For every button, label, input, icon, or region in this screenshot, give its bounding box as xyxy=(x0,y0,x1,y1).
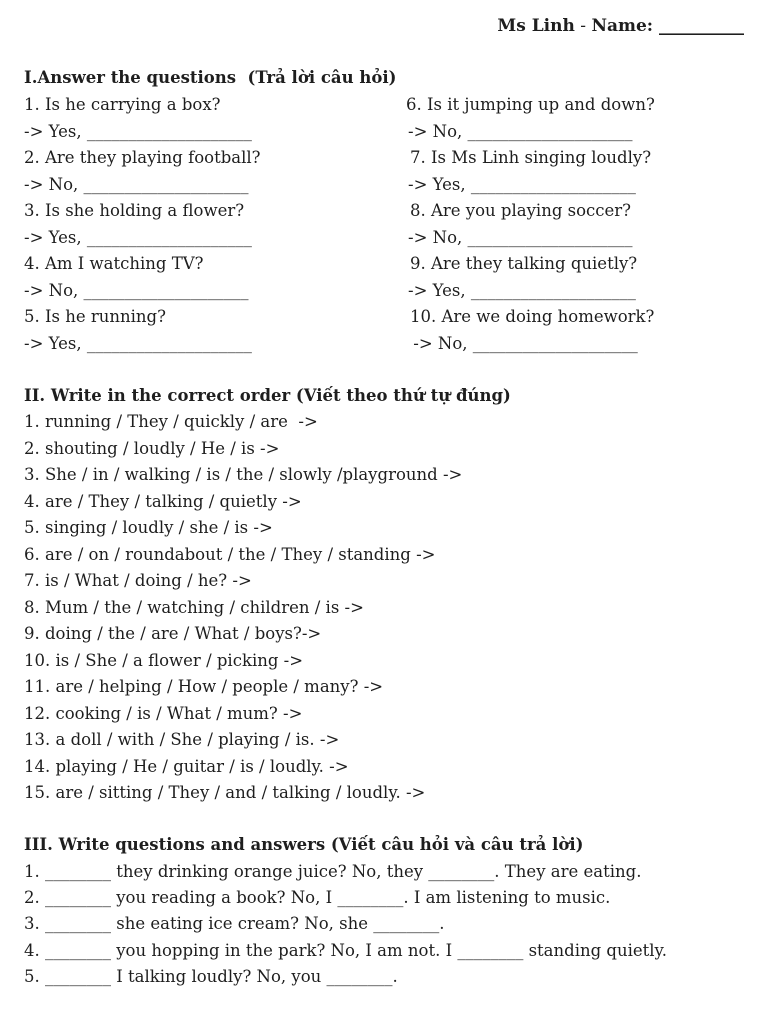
qa-item-4[interactable]: 4. ________ you hopping in the park? No, I am not. I ________ standing quietly. xyxy=(24,941,667,960)
qa-item-3[interactable]: 3. ________ she eating ice cream? No, she ________. xyxy=(24,914,445,933)
order-item-5: 5. singing / loudly / she / is -> xyxy=(24,518,273,537)
order-item-9: 9. doing / the / are / What / boys?-> xyxy=(24,624,322,643)
answer-5[interactable]: -> Yes, ____________________ xyxy=(24,334,252,353)
section-1-title: I.Answer the questions (Trả lời câu hỏi) xyxy=(24,68,397,87)
worksheet-header xyxy=(497,16,744,36)
header-separator: - xyxy=(574,16,592,36)
order-item-10: 10. is / She / a flower / picking -> xyxy=(24,651,304,670)
order-item-11: 11. are / helping / How / people / many? -> xyxy=(24,677,384,696)
answer-10[interactable]: -> No, ____________________ xyxy=(408,334,638,353)
question-8: 8. Are you playing soccer? xyxy=(410,201,632,220)
question-10: 10. Are we doing homework? xyxy=(410,307,655,326)
answer-8[interactable]: -> No, ____________________ xyxy=(408,228,633,247)
qa-item-2[interactable]: 2. ________ you reading a book? No, I ________. I am listening to music. xyxy=(24,888,611,907)
answer-4[interactable]: -> No, ____________________ xyxy=(24,281,249,300)
question-4: 4. Am I watching TV? xyxy=(24,254,204,273)
order-item-8: 8. Mum / the / watching / children / is -> xyxy=(24,598,364,617)
question-2: 2. Are they playing football? xyxy=(24,148,261,167)
order-item-12: 12. cooking / is / What / mum? -> xyxy=(24,704,303,723)
order-item-15: 15. are / sitting / They / and / talking / loudly. -> xyxy=(24,783,426,802)
answer-9[interactable]: -> Yes, ____________________ xyxy=(408,281,636,300)
answer-1[interactable]: -> Yes, ____________________ xyxy=(24,122,252,141)
student-name-field[interactable]: Name: __________ xyxy=(591,16,744,36)
order-item-3: 3. She / in / walking / is / the / slowly /playground -> xyxy=(24,465,463,484)
order-item-2: 2. shouting / loudly / He / is -> xyxy=(24,439,280,458)
question-6: 6. Is it jumping up and down? xyxy=(406,95,655,114)
section-3-title: III. Write questions and answers (Viết câu hỏi và câu trả lời) xyxy=(24,835,584,854)
question-3: 3. Is she holding a flower? xyxy=(24,201,245,220)
question-7: 7. Is Ms Linh singing loudly? xyxy=(410,148,652,167)
question-1: 1. Is he carrying a box? xyxy=(24,95,221,114)
section-2-title: II. Write in the correct order (Viết theo thứ tự đúng) xyxy=(24,386,511,405)
answer-6[interactable]: -> No, ____________________ xyxy=(408,122,633,141)
order-item-1: 1. running / They / quickly / are -> xyxy=(24,412,318,431)
order-item-6: 6. are / on / roundabout / the / They / standing -> xyxy=(24,545,436,564)
order-item-4: 4. are / They / talking / quietly -> xyxy=(24,492,302,511)
qa-item-1[interactable]: 1. ________ they drinking orange juice? No, they ________. They are eating. xyxy=(24,862,642,881)
qa-item-5[interactable]: 5. ________ I talking loudly? No, you ________. xyxy=(24,967,398,986)
answer-2[interactable]: -> No, ____________________ xyxy=(24,175,249,194)
order-item-14: 14. playing / He / guitar / is / loudly. -> xyxy=(24,757,349,776)
order-item-7: 7. is / What / doing / he? -> xyxy=(24,571,252,590)
question-5: 5. Is he running? xyxy=(24,307,166,326)
teacher-name: Ms Linh xyxy=(497,16,575,36)
order-item-13: 13. a doll / with / She / playing / is. -> xyxy=(24,730,340,749)
answer-7[interactable]: -> Yes, ____________________ xyxy=(408,175,636,194)
question-9: 9. Are they talking quietly? xyxy=(410,254,638,273)
answer-3[interactable]: -> Yes, ____________________ xyxy=(24,228,252,247)
